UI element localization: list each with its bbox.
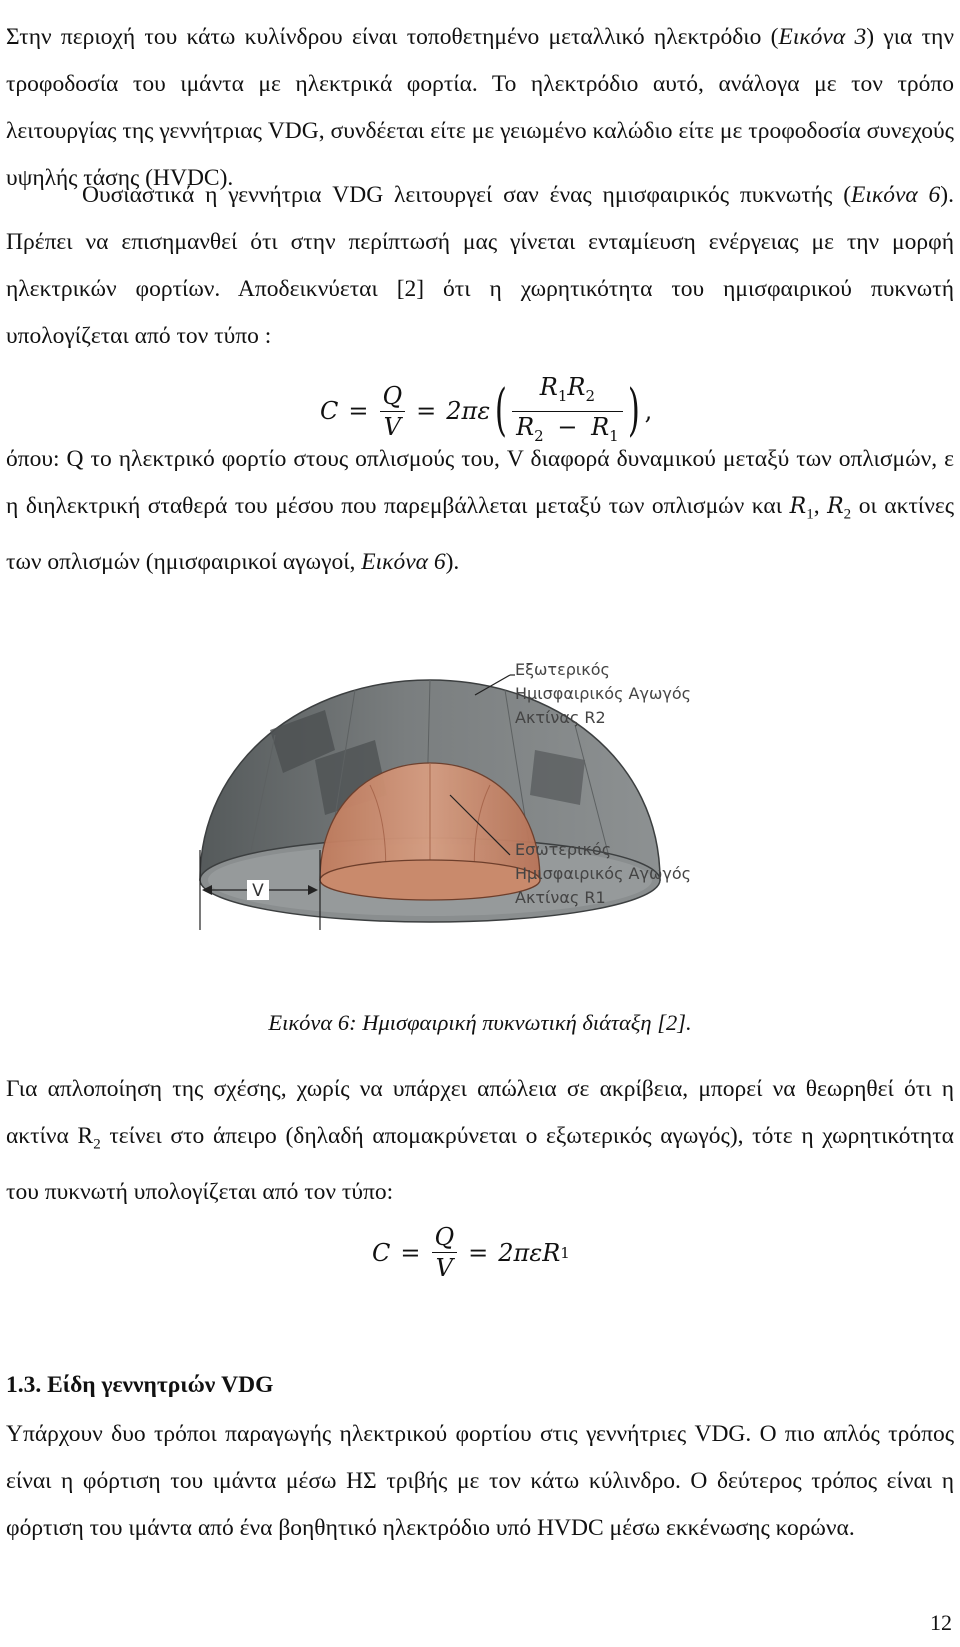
sub-2: 2	[93, 1136, 101, 1153]
outer-label-line: Ακτίνας R2	[515, 708, 606, 727]
text-run: ). Πρέπει να επισημανθεί ότι στην περίπτωσή μας γίνεται ενταμίευση ενέργειας με την μορφή ηλεκτρικών φορτίων. Αποδεικνύεται [2] ότι η χωρητικότητα του ημισφαιρικού πυκνωτή υπολογίζεται από τον τύπο :	[6, 182, 954, 349]
var-r: R	[827, 494, 844, 519]
fraction-q-over-v	[378, 381, 406, 442]
text-run: ).	[445, 548, 460, 575]
eq-symbol-c: C	[372, 1238, 391, 1267]
sub-2: 2	[843, 506, 852, 523]
eq-equals: =	[468, 1238, 489, 1267]
sub-1: 1	[806, 506, 814, 523]
fraction-numerator: Q	[382, 381, 403, 410]
sub-1: 1	[560, 1243, 570, 1262]
eq-coefficient: 2πε	[446, 397, 491, 426]
paragraph-definitions	[6, 436, 954, 586]
text-run: ,	[813, 493, 828, 519]
text-run: τείνει στο άπειρο (δηλαδή απομακρύνεται ο εξωτερικός αγωγός), τότε η χωρητικότητα του πυκνωτή υπολογίζεται από τον τύπο:	[6, 1123, 954, 1205]
eq-equals: =	[416, 397, 437, 426]
fraction-denominator: V	[380, 411, 405, 442]
eq-equals: =	[348, 397, 369, 426]
figure-hemispherical-capacitor	[175, 655, 785, 990]
text-run: όπου: Q το ηλεκτρικό φορτίο στους οπλισμούς του, V διαφορά δυναμικού μεταξύ των οπλισμών, ε η διηλεκτρική σταθερά του μέσου που παρεμβάλλεται μεταξύ των οπλισμών και	[6, 446, 954, 519]
paragraph-simplification	[6, 1066, 954, 1216]
fraction-numerator: $R_1R_2$	[539, 373, 595, 405]
figure-reference: Εικόνα 3	[778, 24, 867, 50]
outer-label-line: Εξωτερικός	[515, 660, 610, 679]
fraction-denominator: $R_2 - R_1$	[512, 411, 623, 451]
eq-rhs: 2πεR	[498, 1238, 561, 1267]
figure-reference: Εικόνα 6	[361, 548, 446, 575]
inner-conductor-label	[515, 840, 691, 907]
text-run: Για απλοποίηση της σχέσης, χωρίς να υπάρχει απώλεια σε ακρίβεια, μπορεί να θεωρηθεί ότι η ακτίνα R	[6, 1076, 954, 1149]
right-paren: )	[627, 378, 640, 444]
text-run: οι ακτίνες των οπλισμών (ημισφαιρικοί αγωγοί,	[6, 493, 955, 575]
fraction-numerator: Q	[434, 1223, 455, 1251]
fraction-q-over-v	[430, 1222, 458, 1283]
eq-equals: =	[400, 1238, 421, 1267]
page-number: 12	[930, 1610, 952, 1635]
inner-label-line: Εσωτερικός	[515, 840, 612, 859]
figure-caption: Εικόνα 6: Ημισφαιρική πυκνωτική διάταξη [2].	[268, 1010, 692, 1035]
v-label: V	[252, 881, 264, 901]
text-run: Στην περιοχή του κάτω κυλίνδρου είναι τοποθετημένο μεταλλικό ηλεκτρόδιο (	[6, 24, 779, 50]
section-heading: 1.3. Είδη γεννητριών VDG	[6, 1372, 274, 1398]
left-paren: (	[495, 378, 508, 444]
var-r: R	[789, 494, 807, 519]
paragraph-vdg-types: Υπάρχουν δυο τρόποι παραγωγής ηλεκτρικού φορτίου στις γεννήτριες VDG. Ο πιο απλός τρόπος είναι η φόρτιση του ιμάντα μέσω ΗΣ τριβής με τον κάτω κύλινδρο. Ο δεύτερος τρόπος είναι η φόρτιση του ιμάντα από ένα βοηθητικό ηλεκτρόδιο υπό HVDC μέσω εκκένωσης κορώνα.	[6, 1421, 954, 1541]
paragraph-capacitor	[6, 172, 954, 360]
eq-symbol-c: C	[320, 397, 339, 426]
text-run: Ουσιαστικά η γεννήτρια VDG λειτουργεί σαν ένας ημισφαιρικός πυκνωτής (	[82, 182, 852, 208]
outer-label-line: Ημισφαιρικός Αγωγός	[515, 684, 692, 703]
inner-label-line: Ημισφαιρικός Αγωγός	[515, 864, 692, 883]
inner-rim	[320, 860, 540, 900]
outer-conductor-label	[515, 660, 691, 727]
inner-label-line: Ακτίνας R1	[515, 888, 606, 907]
equation-capacitance-simplified	[372, 1222, 570, 1283]
fraction-denominator: V	[432, 1252, 457, 1283]
eq-comma: ,	[644, 397, 653, 426]
text-run: ) για την τροφοδοσία του ιμάντα με ηλεκτρικά φορτία. Το ηλεκτρόδιο αυτό, ανάλογα με τον τρόπο λειτουργίας της γεννήτριας VDG, συνδέεται είτε με γειωμένο καλώδιο είτε με τροφοδοσία συνεχούς υψηλής τάσης (HVDC).	[6, 24, 954, 191]
figure-reference: Εικόνα 6	[851, 182, 941, 208]
